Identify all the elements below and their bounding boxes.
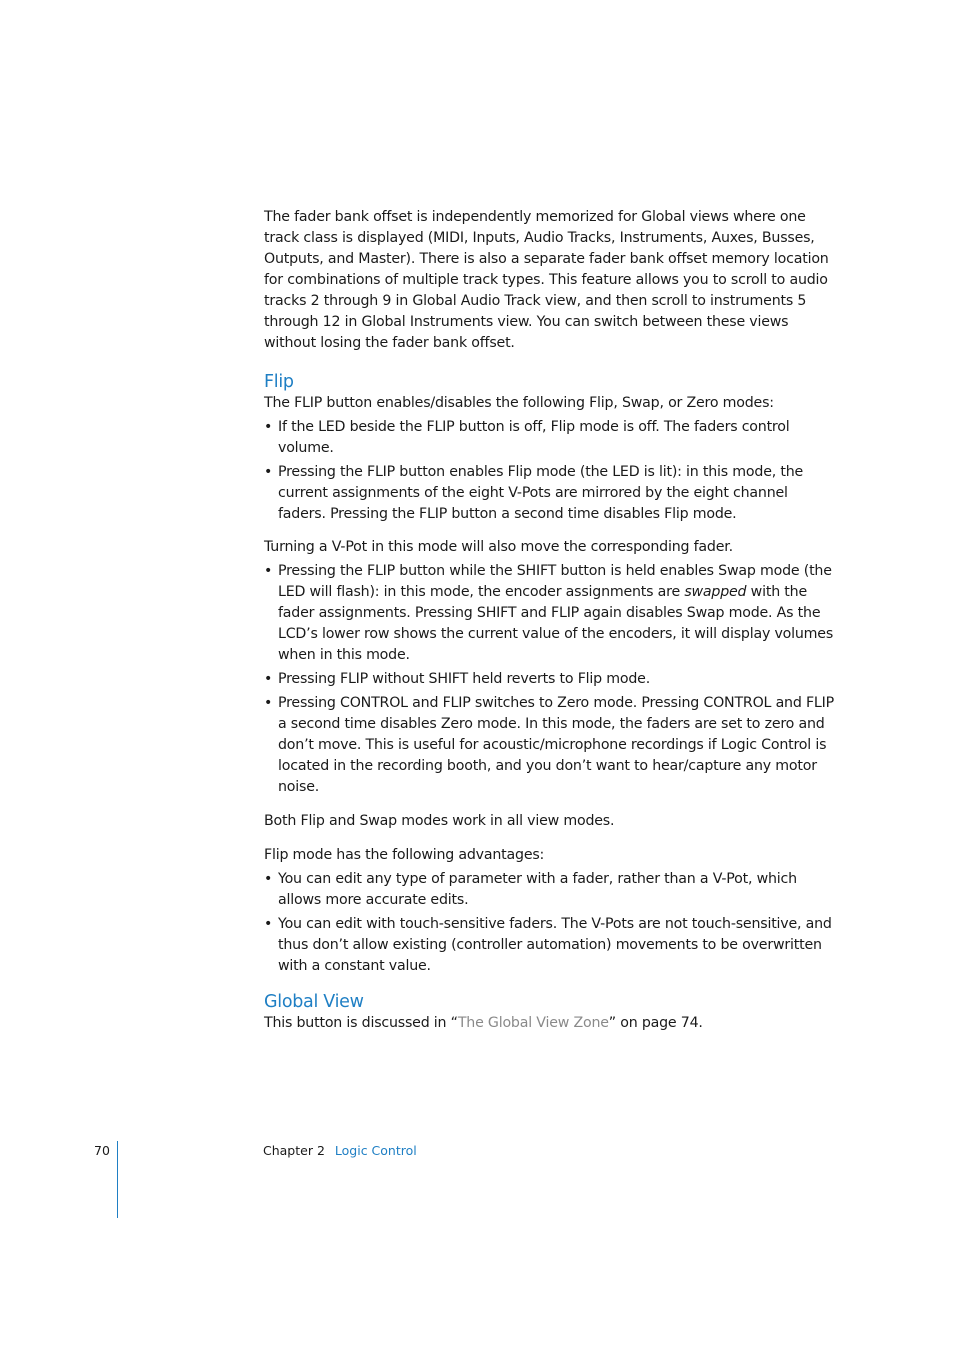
flip-modes-list: [264, 417, 836, 525]
both-modes-paragraph: Both Flip and Swap modes work in all view modes.: [264, 813, 615, 829]
bullet-icon: •: [264, 916, 273, 932]
turning-vpot-paragraph: Turning a V-Pot in this mode will also move the corresponding fader.: [264, 539, 733, 555]
advantages-list: [264, 869, 836, 977]
list-item: [264, 417, 836, 459]
list-item: [264, 561, 836, 666]
bullet-icon: •: [264, 695, 273, 711]
list-item: [264, 462, 836, 525]
chapter-title: Logic Control: [334, 1143, 417, 1158]
list-item-text: Pressing CONTROL and FLIP switches to Zero mode. Pressing CONTROL and FLIP a second time disables Zero mode. In this mode, the faders are set to zero and don’t move. This is useful for acoustic/microphone recordings if Logic Control is located in the recording booth, and you don’t want to hear/capture any motor noise.: [278, 695, 834, 795]
bullet-icon: •: [264, 671, 273, 687]
bullet-icon: •: [264, 871, 273, 887]
global-view-paragraph: [264, 1013, 836, 1034]
list-item: [264, 914, 836, 977]
list-item-text: You can edit with touch-sensitive faders. The V-Pots are not touch-sensitive, and thus don’t allow existing (controller automation) movements to be overwritten with a constant value.: [278, 916, 832, 974]
list-item-text: You can edit any type of parameter with a fader, rather than a V-Pot, which allows more accurate edits.: [278, 871, 797, 908]
footer-chapter: [263, 1143, 417, 1159]
intro-paragraph: The fader bank offset is independently memorized for Global views where one track class is displayed (MIDI, Inputs, Audio Tracks, Instruments, Auxes, Busses, Outputs, and Master). There is also a separate fader bank offset memory location for combinations of multiple track types. This feature allows you to scroll to audio tracks 2 through 9 in Global Audio Track view, and then scroll to instruments 5 through 12 in Global Instruments view. You can switch between these views without losing the fader bank offset.: [264, 209, 829, 351]
swap-text-before: Pressing the FLIP button while the SHIFT button is held enables Swap mode (the LED will flash): in this mode, the encoder assignments are: [278, 563, 832, 600]
global-view-text-after: ” on page 74.: [608, 1015, 703, 1031]
swap-emphasis: swapped: [684, 584, 747, 600]
bullet-icon: •: [264, 419, 273, 435]
page-number: 70: [94, 1143, 110, 1158]
swap-text-after: with the fader assignments. Pressing SHIFT and FLIP again disables Swap mode. As the LCD’s lower row shows the current value of the encoders, it will display volumes when in this mode.: [278, 584, 834, 663]
section-heading-global-view: Global View: [264, 992, 364, 1012]
flip-lead-paragraph: The FLIP button enables/disables the following Flip, Swap, or Zero modes:: [264, 395, 774, 411]
bullet-icon: •: [264, 464, 273, 480]
advantages-lead-paragraph: Flip mode has the following advantages:: [264, 847, 545, 863]
page-body: [264, 207, 836, 1034]
footer-divider: [117, 1141, 118, 1218]
swap-zero-modes-list: [264, 561, 836, 798]
global-view-text-before: This button is discussed in “: [264, 1015, 458, 1031]
list-item-text: Pressing the FLIP button enables Flip mode (the LED is lit): in this mode, the current assignments of the eight V-Pots are mirrored by the eight channel faders. Pressing the FLIP button a second time disables Flip mode.: [278, 464, 804, 522]
chapter-label: Chapter 2: [263, 1143, 325, 1158]
bullet-icon: •: [264, 563, 273, 579]
list-item: [264, 693, 836, 798]
section-heading-flip: Flip: [264, 372, 294, 392]
list-item-text: If the LED beside the FLIP button is off, Flip mode is off. The faders control volume.: [278, 419, 790, 456]
list-item-text: [278, 563, 833, 663]
list-item: [264, 869, 836, 911]
list-item: [264, 669, 836, 690]
list-item-text: Pressing FLIP without SHIFT held reverts to Flip mode.: [278, 671, 650, 687]
global-view-zone-link[interactable]: The Global View Zone: [457, 1015, 609, 1031]
